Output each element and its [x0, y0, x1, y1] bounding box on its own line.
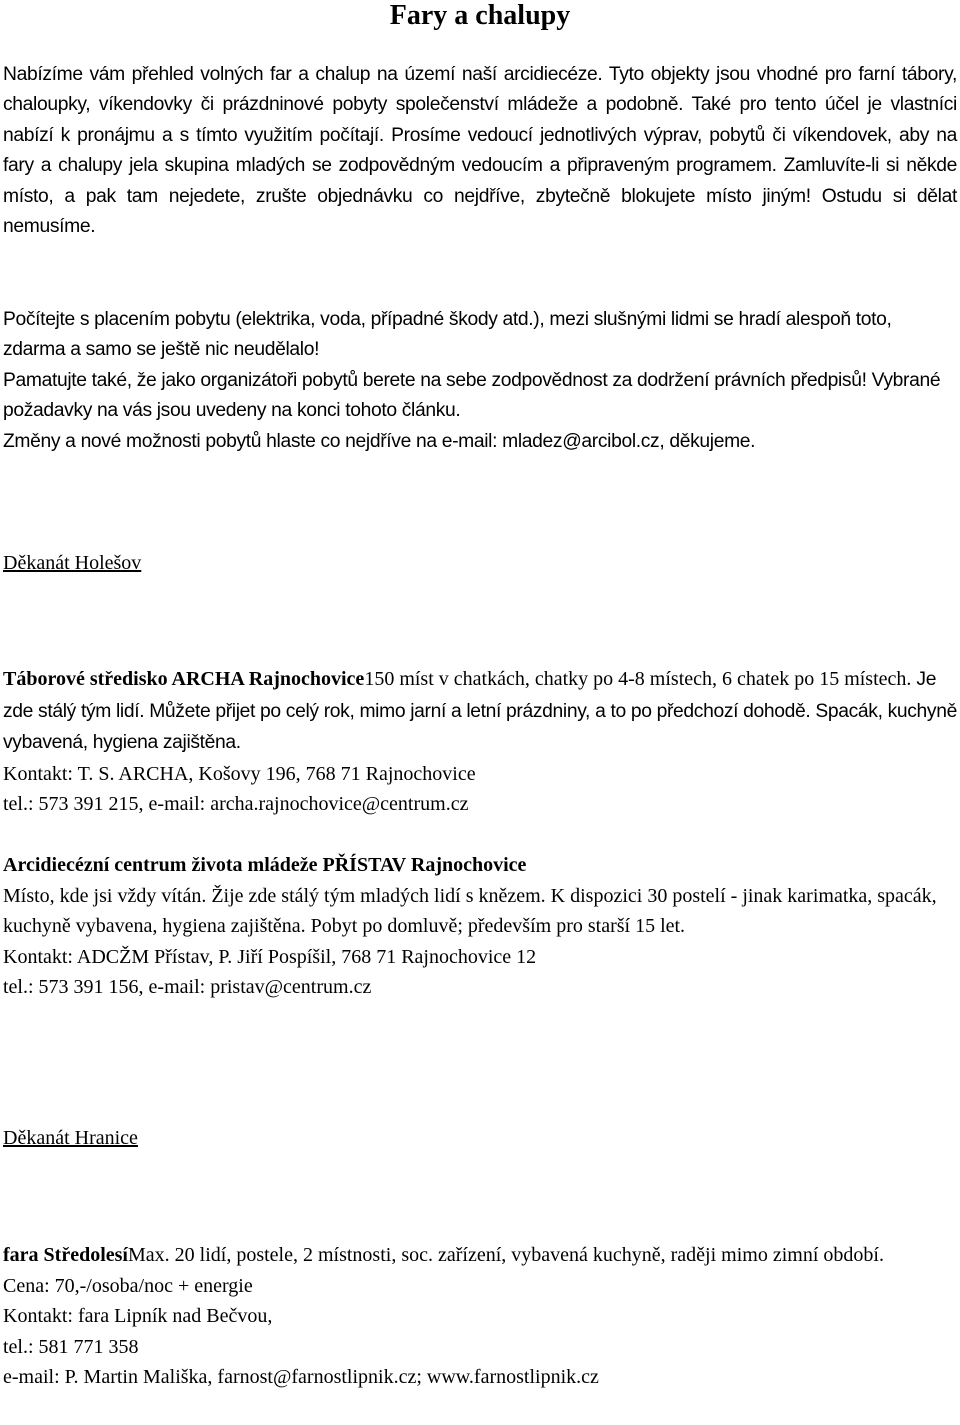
entry-phone: tel.: 573 391 156, e-mail: pristav@centrum.cz	[3, 976, 372, 998]
entry-name-prefix: fara	[3, 1244, 44, 1266]
entry-phone: tel.: 581 771 358	[3, 1335, 139, 1358]
entry-details: Je zde stálý tým lidí. Můžete přijet po celý rok, mimo jarní a letní prázdniny, a to po předchozí dohodě. Spacák, kuchyně vybavená, hygiena zajištěna.	[3, 669, 957, 753]
legal-note: Pamatujte také, že jako organizátoři pobytů berete na sebe zodpovědnost za dodržení právních předpisů! Vybrané požadavky na vás jsou uvedeny na konci tohoto článku.	[3, 369, 941, 422]
intro-paragraph: Nabízíme vám přehled volných far a chalup na území naší arcidiecéze. Tyto objekty jsou vhodné pro farní tábory, chaloupky, víkendovky či prázdninové pobyty společenství mládeže a podobně. Také pro tento účel je vlastníci nabízí k pronájmu a s tímto využitím počítají. Prosíme vedoucí jednotlivých výprav, pobytů či víkendovek, aby na fary a chalupy jela skupina mladých se zodpovědným vedoucím a připraveným programem. Zamluvíte-li si někde místo, a pak tam nejedete, zrušte objednávku co nejdříve, zbytečně blokujete místo jiným! Ostudu si dělat nemusíme.	[3, 64, 957, 238]
entry-email: e-mail: P. Martin Mališka, farnost@farnostlipnik.cz; www.farnostlipnik.cz	[3, 1366, 599, 1388]
entry-capacity: 150 míst v chatkách, chatky po 4-8 místech, 6 chatek po 15 místech.	[364, 668, 912, 690]
page-title: Fary a chalupy	[389, 0, 571, 31]
entry-name: Táborové středisko ARCHA Rajnochovice	[3, 668, 365, 690]
entry-contact: Kontakt: ADCŽM Přístav, P. Jiří Pospíšil, 768 71 Rajnochovice 12	[3, 945, 537, 968]
contact-note: Změny a nové možnosti pobytů hlaste co nejdříve na e-mail: mladez@arcibol.cz, děkujeme.	[3, 430, 756, 452]
entry-stredolesi	[3, 1240, 957, 1393]
entry-stredolesi-description	[3, 1240, 957, 1271]
entry-pristav	[3, 850, 957, 1003]
intro-notes	[3, 305, 957, 457]
entry-archa-description	[3, 664, 957, 759]
entry-description: Místo, kde jsi vždy vítán. Žije zde stálý tým mladých lidí s knězem. K dispozici 30 postelí - jinak karimatka, spacák, kuchyně vybavena, hygiena zajištěna. Pobyt po domluvě; především pro starší 15 let.	[3, 884, 937, 937]
entry-name: Středolesí	[43, 1244, 128, 1266]
section-link-holesov[interactable]: Děkanát Holešov	[3, 552, 142, 574]
entry-contact: Kontakt: T. S. ARCHA, Košovy 196, 768 71 Rajnochovice	[3, 762, 476, 785]
entry-name: Arcidiecézní centrum života mládeže PŘÍSTAV Rajnochovice	[3, 854, 527, 876]
entry-phone: tel.: 573 391 215, e-mail: archa.rajnochovice@centrum.cz	[3, 793, 469, 815]
entry-details: Max. 20 lidí, postele, 2 místnosti, soc. zařízení, vybavená kuchyně, raději mimo zimní období.	[127, 1244, 884, 1266]
entry-price: Cena: 70,-/osoba/noc + energie	[3, 1274, 253, 1297]
entry-contact: Kontakt: fara Lipník nad Bečvou,	[3, 1305, 273, 1327]
entry-archa	[3, 664, 957, 820]
payment-note: Počítejte s placením pobytu (elektrika, voda, případné škody atd.), mezi slušnými lidmi se hradí alespoň toto, zdarma a samo se ještě nic neudělalo!	[3, 309, 892, 361]
section-link-hranice[interactable]: Děkanát Hranice	[3, 1127, 138, 1149]
